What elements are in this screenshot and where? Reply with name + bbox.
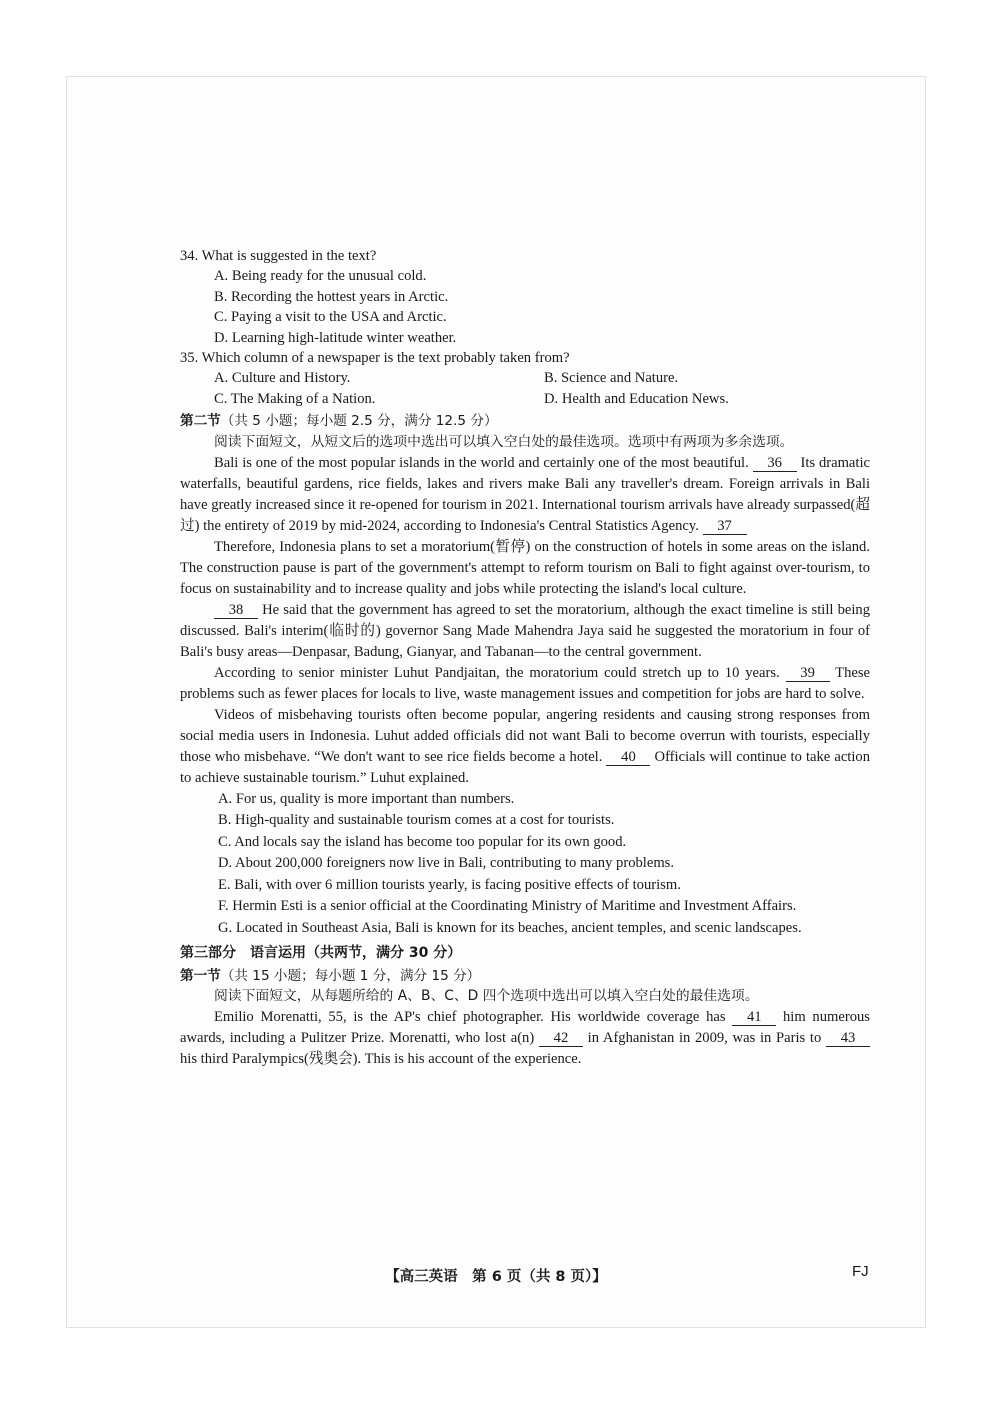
question-35-option-a: A. Culture and History. (214, 370, 351, 387)
paragraph-text: him numerous awards, including a Pulitzer Prize. Morenatti, who lost a(n) (180, 1008, 870, 1046)
choice-b: B. High-quality and sustainable tourism comes at a cost for tourists. (218, 812, 615, 829)
section2-score-note: （共 5 小题；每小题 2.5 分，满分 12.5 分） (220, 413, 498, 430)
question-34-option-d: D. Learning high-latitude winter weather. (214, 329, 457, 346)
passage-paragraph-4 (180, 663, 870, 705)
blank-42[interactable]: 42 (539, 1030, 583, 1047)
part3-section1-title: 第一节 (180, 967, 221, 984)
paragraph-text: his third Paralympics(残奥会). This is his account of the experience. (180, 1050, 582, 1067)
section2-title: 第二节 (180, 413, 221, 430)
choice-c: C. And locals say the island has become too popular for its own good. (218, 833, 627, 850)
question-35-option-b: B. Science and Nature. (544, 370, 679, 387)
question-35-option-d: D. Health and Education News. (544, 390, 729, 407)
paragraph-text: Officials will continue to take action to achieve sustainable tourism.” Luhut explained. (180, 748, 870, 786)
paragraph-text: in Afghanistan in 2009, was in Paris to (582, 1029, 826, 1046)
paragraph-text: These problems such as fewer places for locals to live, waste management issues and competition for jobs are hard to solve. (180, 664, 870, 702)
paragraph-text: Videos of misbehaving tourists often become popular, angering residents and causing strong responses from social media users in Indonesia. Luhut added officials did not want Bali to become overrun with tourists, especially those who misbehave. “We don't want to see rice fields become a hotel. (180, 706, 870, 765)
question-34-stem: 34. What is suggested in the text? (180, 248, 377, 264)
page-footer: 【高三英语 第 6 页（共 8 页）】 (385, 1269, 607, 1285)
passage-paragraph-2: Therefore, Indonesia plans to set a moratorium(暂停) on the construction of hotels in some areas on the island. The construction pause is part of the government's attempt to reform tourism on Bali to fight against over-tourism, to focus on sustainability and to increase quality and jobs while protecting the island's local culture. (180, 538, 870, 597)
paragraph-text: Its dramatic waterfalls, beautiful gardens, rice fields, lakes and rivers make Bali any traveller's dream. Foreign arrivals in Bali have greatly increased since it re-opened for tourism in 2021. International tourism arrivals have already surpassed(超过) the entirety of 2019 by mid-2024, according to Indonesia's Central Statistics Agency. (180, 454, 870, 534)
question-34-option-b: B. Recording the hottest years in Arctic. (214, 288, 449, 305)
choice-g: G. Located in Southeast Asia, Bali is known for its beaches, ancient temples, and scenic landscapes. (218, 919, 802, 936)
exam-content (180, 246, 870, 1070)
question-34-option-a: A. Being ready for the unusual cold. (214, 268, 427, 285)
blank-41[interactable]: 41 (732, 1009, 776, 1026)
question-35-option-c: C. The Making of a Nation. (214, 390, 376, 407)
choice-d: D. About 200,000 foreigners now live in Bali, contributing to many problems. (218, 855, 674, 872)
section2-instruction: 阅读下面短文，从短文后的选项中选出可以填入空白处的最佳选项。选项中有两项为多余选项。 (214, 433, 794, 450)
part3-section1-note: （共 15 小题；每小题 1 分，满分 15 分） (220, 967, 481, 984)
paper-code: FJ (852, 1263, 869, 1280)
passage-paragraph-3 (180, 600, 870, 663)
part3-instruction: 阅读下面短文，从每题所给的 A、B、C、D 四个选项中选出可以填入空白处的最佳选项。 (214, 987, 759, 1004)
blank-39[interactable]: 39 (786, 665, 830, 682)
choice-f: F. Hermin Esti is a senior official at the Coordinating Ministry of Maritime and Investment Affairs. (218, 898, 797, 915)
blank-36[interactable]: 36 (753, 455, 797, 472)
paragraph-text: According to senior minister Luhut Pandjaitan, the moratorium could stretch up to 10 years. (214, 664, 786, 681)
part3-heading: 第三部分 语言运用（共两节，满分 30 分） (180, 945, 462, 962)
paragraph-text: Bali is one of the most popular islands in the world and certainly one of the most beautiful. (214, 454, 753, 471)
question-35-options (214, 368, 870, 409)
passage-paragraph-5 (180, 705, 870, 789)
blank-43[interactable]: 43 (826, 1030, 870, 1047)
passage-paragraph-1 (180, 453, 870, 537)
paragraph-text: Emilio Morenatti, 55, is the AP's chief photographer. His worldwide coverage has (214, 1008, 733, 1025)
question-34-option-c: C. Paying a visit to the USA and Arctic. (214, 309, 447, 326)
blank-37[interactable]: 37 (703, 518, 747, 535)
part3-section1-heading (180, 966, 870, 986)
choice-a: A. For us, quality is more important than numbers. (218, 790, 515, 807)
choice-e: E. Bali, with over 6 million tourists yearly, is facing positive effects of tourism. (218, 876, 681, 893)
question-35-stem: 35. Which column of a newspaper is the text probably taken from? (180, 350, 570, 367)
blank-40[interactable]: 40 (606, 749, 650, 766)
section2-heading (180, 411, 870, 431)
blank-38[interactable]: 38 (214, 602, 258, 619)
paragraph-text: He said that the government has agreed to set the moratorium, although the exact timeline is still being discussed. Bali's interim(临时的) governor Sang Made Mahendra Jaya said he suggested the moratorium in four of Bali's busy areas—Denpasar, Badung, Gianyar, and Tabanan—to the central government. (180, 601, 870, 660)
cloze-paragraph-1 (180, 1007, 870, 1070)
